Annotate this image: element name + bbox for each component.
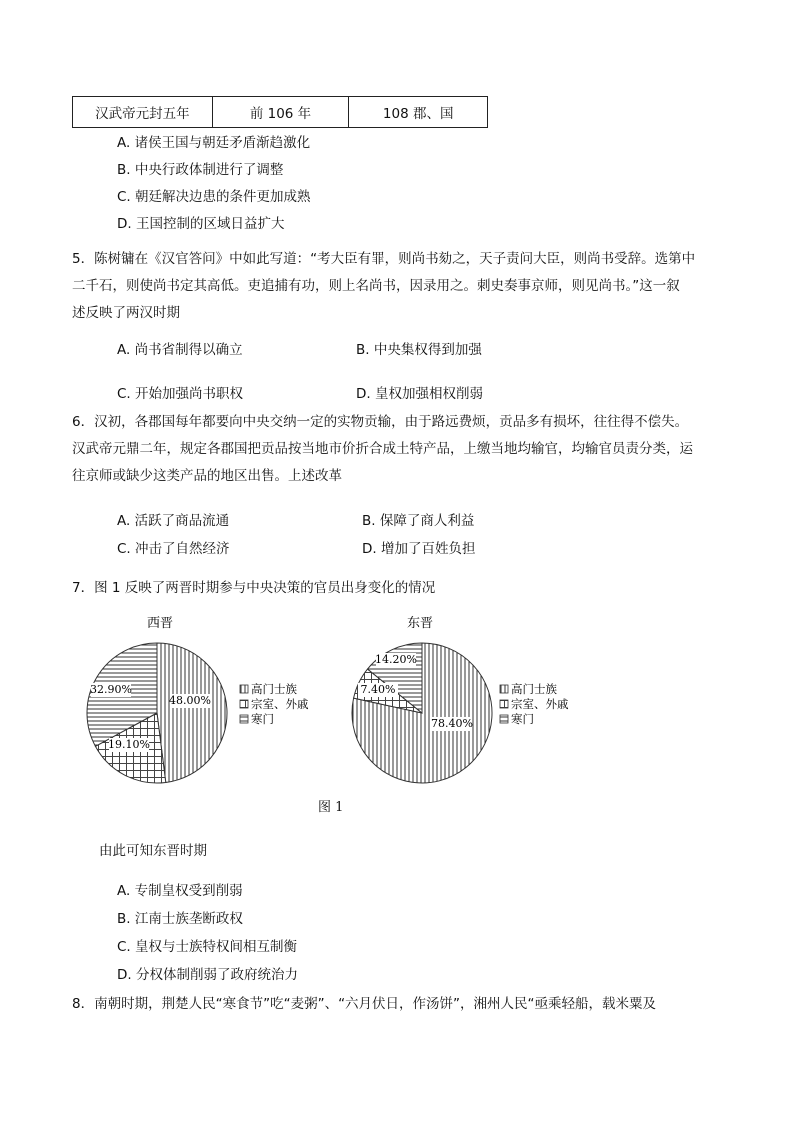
data-label: 14.20% <box>375 653 417 666</box>
q6-line: 往京师或缺少这类产品的地区出售。上述改革 <box>72 468 342 484</box>
q5-option-b: B. 中央集权得到加强 <box>356 342 482 358</box>
legend-swatch <box>240 685 248 693</box>
legend-entry: 高门士族 <box>511 682 557 696</box>
q7-stem: 7．图 1 反映了两晋时期参与中央决策的官员出身变化的情况 <box>72 580 436 596</box>
q6-stem <box>72 409 722 490</box>
q5-stem <box>72 246 722 327</box>
q6-option-a: A. 活跃了商品流通 <box>117 513 230 529</box>
legend-entry: 高门士族 <box>251 682 297 696</box>
legend-swatch <box>240 700 248 708</box>
q4-option-d: D. 王国控制的区域日益扩大 <box>117 216 285 232</box>
figure-1-pie-charts <box>0 600 793 820</box>
legend-entry: 宗室、外戚 <box>251 697 309 711</box>
q6-option-c: C. 冲击了自然经济 <box>117 541 230 557</box>
pie-chart-eastern-jin <box>352 616 569 783</box>
q6-option-b: B. 保障了商人利益 <box>362 513 475 529</box>
pie-slice-1 <box>157 643 227 782</box>
q7-option-a: A. 专制皇权受到削弱 <box>117 883 243 899</box>
q7-option-b: B. 江南士族垄断政权 <box>117 911 243 927</box>
legend-swatch <box>500 715 508 723</box>
legend-swatch <box>500 700 508 708</box>
q4-option-b: B. 中央行政体制进行了调整 <box>117 162 284 178</box>
q6-option-d: D. 增加了百姓负担 <box>362 541 476 557</box>
q5-line: 二千石，则使尚书定其高低。吏追捕有功，则上名尚书，因录用之。刺史奏事京师，则见尚书。”这一叙 <box>72 278 680 294</box>
data-label: 48.00% <box>169 694 211 707</box>
chart-title: 西晋 <box>146 616 174 631</box>
table-cell-year: 前 106 年 <box>213 97 350 127</box>
table-cell-count: 108 郡、国 <box>382 106 454 122</box>
pie-chart-western-jin <box>87 616 309 783</box>
q5-option-c: C. 开始加强尚书职权 <box>117 386 244 402</box>
data-table-row <box>72 96 488 128</box>
q5-line: 5．陈树镛在《汉官答问》中如此写道：“考大臣有罪，则尚书劾之，天子责问大臣，则尚书受辞。选第中 <box>72 251 696 267</box>
data-label: 19.10% <box>108 738 150 751</box>
legend-entry: 寒门 <box>251 712 274 726</box>
figure-caption: 图 1 <box>318 800 344 815</box>
q7-option-c: C. 皇权与士族特权间相互制衡 <box>117 939 298 955</box>
data-label: 7.40% <box>360 683 396 696</box>
legend-entry: 寒门 <box>511 712 534 726</box>
legend-entry: 宗室、外戚 <box>511 697 569 711</box>
table-cell-emperor: 汉武帝元封五年 <box>73 97 213 127</box>
data-label: 78.40% <box>431 717 473 730</box>
q7-followup: 由此可知东晋时期 <box>99 843 207 859</box>
q6-line: 汉武帝元鼎二年，规定各郡国把贡品按当地市价折合成土特产品，上缴当地均输官，均输官员责分类，运 <box>72 441 693 457</box>
q8-stem: 8．南朝时期，荆楚人民“寒食节”吃“麦粥”、“六月伏日，作汤饼”，湘州人民“亟乘轻船，载米粟及 <box>72 996 657 1012</box>
legend-swatch <box>500 685 508 693</box>
q4-option-a: A. 诸侯王国与朝廷矛盾渐趋激化 <box>117 135 311 151</box>
q7-option-d: D. 分权体制削弱了政府统治力 <box>117 967 298 983</box>
q4-option-c: C. 朝廷解决边患的条件更加成熟 <box>117 189 311 205</box>
q5-option-d: D. 皇权加强相权削弱 <box>356 386 483 402</box>
q6-line: 6．汉初，各郡国每年都要向中央交纳一定的实物贡输，由于路远费烦，贡品多有损坏，往往得不偿失。 <box>72 414 689 430</box>
legend-swatch <box>240 715 248 723</box>
q5-option-a: A. 尚书省制得以确立 <box>117 342 243 358</box>
q5-line: 述反映了两汉时期 <box>72 305 180 321</box>
chart-title: 东晋 <box>406 616 434 631</box>
data-label: 32.90% <box>90 683 132 696</box>
